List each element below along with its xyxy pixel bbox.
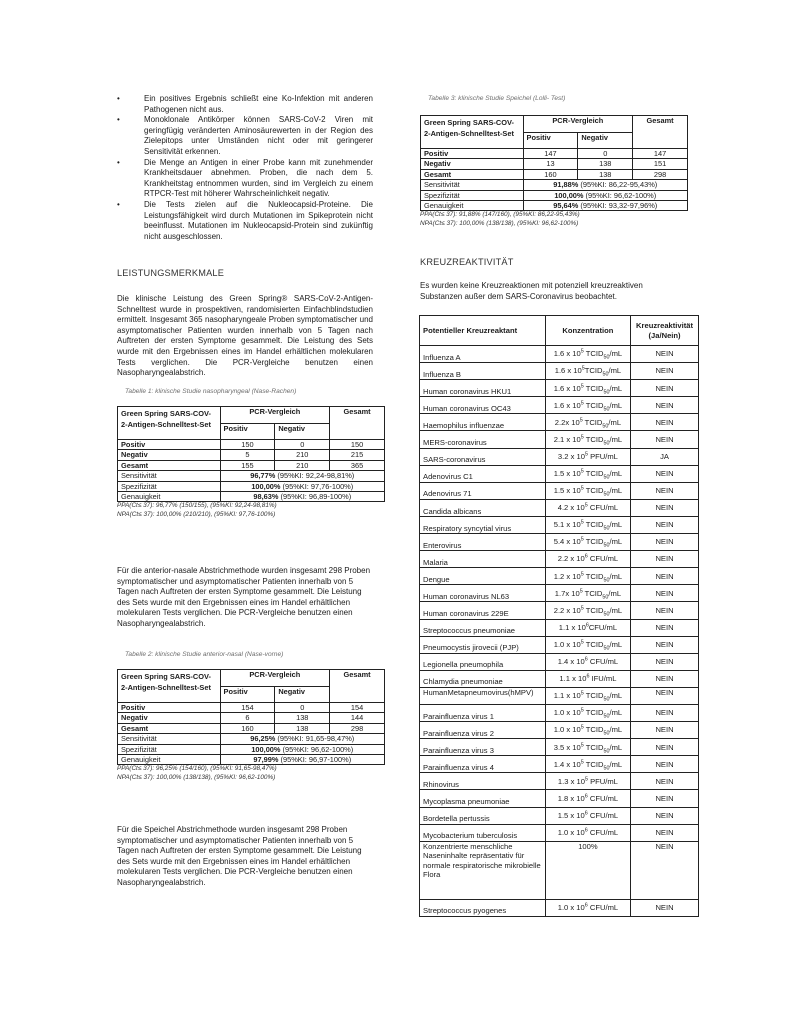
npa-note: NPA(Ct≤ 37): 100,00% (138/138), (95%KI: 96,62-100%): [117, 774, 276, 782]
gesamt-header: Gesamt: [330, 407, 385, 440]
reactivity-value: NEIN: [631, 841, 699, 899]
table-row: Sensitivität 91,88% (95%KI: 86,22-95,43%): [421, 180, 688, 190]
concentration-value: 5.1 x $10^5$ $TCID_{50}/mL$: [545, 516, 630, 533]
reactant-name: Dengue: [420, 568, 546, 585]
table-row: [420, 499, 699, 516]
negativ-header: Negativ: [275, 423, 330, 440]
table-row: Gesamt 155 210 365: [118, 460, 385, 470]
reactant-name: Rhinovirus: [420, 773, 546, 790]
concentration-value: 1.0 x $10^5$ $TCID_{50}/mL$: [545, 704, 630, 721]
concentration-value: 1.1 x $10^5$ $TCID_{50}/mL$: [545, 687, 630, 704]
reactivity-value: NEIN: [631, 704, 699, 721]
reactivity-value: NEIN: [631, 516, 699, 533]
table-row: [420, 722, 699, 739]
reactivity-value: NEIN: [631, 465, 699, 482]
intro-paragraph: Die klinische Leistung des Green Spring® SARS-CoV-2-Antigen-Schnelltest wurde in prospektiven, randomisierten Einfachblindstudien ermittelt. Insgesamt 365 nasopharyngeale Proben symptomatischer und asymptomatischer Patienten wurden innerhalb von 5 Tagen nach Auftreten der ersten Symptome gesammelt. Die Leistung des Sets wurde mit den Ergebnissen eines im Handel erhältlichen molekularen Tests verglichen. Die PCR-Vergleiche benutzen einen Nasopharyngealabstrich.: [117, 294, 373, 378]
table-row: [420, 534, 699, 551]
reactivity-value: NEIN: [631, 363, 699, 380]
concentration-value: 1.8 x $10^6$ CFU/mL: [545, 790, 630, 807]
table-header-row: [421, 116, 688, 133]
table-row: Negativ 13 138 151: [421, 159, 688, 169]
concentration-value: 1.6 x $10^5$ $TCID_{50}/mL$: [545, 397, 630, 414]
reactant-name: Malaria: [420, 551, 546, 568]
reactant-name: SARS-coronavirus: [420, 448, 546, 465]
limitations-list: [117, 94, 373, 242]
table-row: [420, 653, 699, 670]
table3-caption: Tabelle 3: klinische Studie Speichel (Lolli- Test): [428, 95, 566, 102]
table-row: [420, 346, 699, 363]
concentration-value: 1.4 x $10^5$ $TCID_{50}/mL$: [545, 756, 630, 773]
negativ-header: Negativ: [275, 686, 330, 703]
table-row: [420, 807, 699, 824]
table2: [117, 669, 385, 783]
table-row: [420, 739, 699, 756]
table-row: Genauigkeit 98,63% (95%KI: 96,89-100%): [118, 492, 385, 502]
table-row: Positiv 154 0 154: [118, 703, 385, 713]
reactant-name: Human coronavirus NL63: [420, 585, 546, 602]
table-row: Genauigkeit 95,64% (95%KI: 93,32-97,96%): [421, 201, 688, 211]
table-row: [420, 619, 699, 636]
reactant-name: Adenovirus 71: [420, 482, 546, 499]
reactant-name: Parainfluenza virus 3: [420, 739, 546, 756]
gesamt-header: Gesamt: [330, 670, 385, 703]
concentration-value: 1.3 x $10^5$ PFU/mL: [545, 773, 630, 790]
table-row: [420, 670, 699, 687]
table-row: Spezifizität 100,00% (95%KI: 96,62-100%): [421, 190, 688, 200]
concentration-value: 1.2 x $10^5$ $TCID_{50}/mL$: [545, 568, 630, 585]
col-header-reactivity: Kreuzreaktivität (Ja/Nein): [631, 316, 699, 346]
concentration-value: 2.2 x $10^6$ CFU/mL: [545, 551, 630, 568]
table-row: [420, 756, 699, 773]
concentration-value: 1.1 x $10^6$ IFU/mL: [545, 670, 630, 687]
reactivity-value: NEIN: [631, 773, 699, 790]
table-row: [420, 568, 699, 585]
negativ-header: Negativ: [578, 132, 633, 149]
table-row: [420, 704, 699, 721]
pcr-header: PCR-Vergleich: [220, 407, 330, 424]
table-row: [420, 448, 699, 465]
table-row: [420, 824, 699, 841]
reactivity-value: NEIN: [631, 602, 699, 619]
concentration-value: 2.1 x $10^5$ $TCID_{50}/mL$: [545, 431, 630, 448]
reactivity-value: NEIN: [631, 482, 699, 499]
reactivity-value: NEIN: [631, 899, 699, 916]
reactant-name: Streptococcus pneumoniae: [420, 619, 546, 636]
table-row: Genauigkeit 97,99% (95%KI: 96,97-100%): [118, 755, 385, 765]
reactant-name: Bordetella pertussis: [420, 807, 546, 824]
reactivity-value: NEIN: [631, 790, 699, 807]
reactant-name: Legionella pneumophila: [420, 653, 546, 670]
table-row: [420, 516, 699, 533]
section-title-kreuzreaktivitaet: KREUZREAKTIVITÄT: [420, 257, 514, 267]
concentration-value: 1.7x $10^5$ $TCID_{50}/mL$: [545, 585, 630, 602]
table-row: Sensitivität 96,77% (95%KI: 92,24-98,81%): [118, 471, 385, 481]
concentration-value: 1.0 x $10^5$ $TCID_{50}/mL$: [545, 722, 630, 739]
table-row: [420, 397, 699, 414]
table-row: [420, 636, 699, 653]
cross-reactivity-table: [419, 315, 699, 917]
concentration-value: 1.5 x $10^6$ CFU/mL: [545, 807, 630, 824]
reactivity-value: JA: [631, 448, 699, 465]
reactivity-value: NEIN: [631, 551, 699, 568]
table-row: [420, 465, 699, 482]
list-item: • Die Tests zielen auf die Nukleocapsid-Proteine. Die Leistungsfähigkeit wird durch Mutationen im Spikeprotein nicht beeinflusst. Mutationen im Nukleocapsid-Protein sind zukünftig nicht ausgeschlossen.: [117, 199, 373, 241]
reactivity-value: NEIN: [631, 568, 699, 585]
concentration-value: 3.5 x $10^5$ $TCID_{50}/mL$: [545, 739, 630, 756]
table-row: [420, 790, 699, 807]
reactant-name: Konzentrierte menschliche Naseninhalte repräsentativ für normale respiratorische mikrobielle Flora: [420, 841, 546, 899]
concentration-value: 100%: [545, 841, 630, 899]
concentration-value: 2.2 x $10^5$ $TCID_{50}/mL$: [545, 602, 630, 619]
table-row: [420, 551, 699, 568]
saliva-paragraph: Für die Speichel Abstrichmethode wurden insgesamt 298 Proben symptomatischer und asymptomatischer Patienten innerhalb von 5 Tagen nach Auftreten der ersten Symptome gesammelt. Die Leistung des Sets wurde mit den Ergebnissen eines im Handel erhältlichen molekularen Tests verglichen. Die PCR-Vergleiche benutzen einen Nasopharyngealabstrich.: [117, 825, 362, 887]
table-row: Spezifizität 100,00% (95%KI: 97,76-100%): [118, 481, 385, 491]
reactant-name: MERS-coronavirus: [420, 431, 546, 448]
table1: [117, 406, 385, 520]
set-header: Green Spring SARS-COV-2-Antigen-Schnelltest-Set: [118, 407, 221, 440]
concentration-value: 3.2 x $10^5$ PFU/mL: [545, 448, 630, 465]
reactivity-value: NEIN: [631, 739, 699, 756]
reactant-name: Human coronavirus 229E: [420, 602, 546, 619]
col-header-reactant: Potentieller Kreuzreaktant: [420, 316, 546, 346]
reactivity-value: NEIN: [631, 807, 699, 824]
npa-note: NPA(Ct≤ 37): 100,00% (210/210), (95%KI: 97,76-100%): [117, 511, 276, 519]
reactant-name: Parainfluenza virus 1: [420, 704, 546, 721]
reactant-name: Haemophilus influenzae: [420, 414, 546, 431]
reactant-name: Candida albicans: [420, 499, 546, 516]
positiv-header: Positiv: [220, 423, 275, 440]
positiv-header: Positiv: [523, 132, 578, 149]
table-header-row: [118, 407, 385, 424]
table-row: Negativ 5 210 215: [118, 450, 385, 460]
reactant-name: Adenovirus C1: [420, 465, 546, 482]
concentration-value: 1.6 x $10^5$ $TCID_{50}/mL$: [545, 380, 630, 397]
reactant-name: Mycoplasma pneumoniae: [420, 790, 546, 807]
reactivity-value: NEIN: [631, 397, 699, 414]
reactant-name: Human coronavirus HKU1: [420, 380, 546, 397]
reactivity-value: NEIN: [631, 636, 699, 653]
concentration-value: 1.5 x $10^5$ $TCID_{50}/mL$: [545, 482, 630, 499]
reactivity-value: NEIN: [631, 534, 699, 551]
section-title-leistungsmerkmale: LEISTUNGSMERKMALE: [117, 268, 225, 278]
reactivity-value: NEIN: [631, 499, 699, 516]
reactant-name: Respiratory syncytial virus: [420, 516, 546, 533]
concentration-value: 1.0 x $10^6$ CFU/mL: [545, 824, 630, 841]
npa-note: NPA(Ct≤ 37): 100,00% (138/138), (95%KI: 96,62-100%): [420, 220, 579, 228]
set-header: Green Spring SARS-COV-2-Antigen-Schnelltest-Set: [421, 116, 524, 149]
reactant-name: Chlamydia pneumoniae: [420, 670, 546, 687]
reactant-name: Parainfluenza virus 4: [420, 756, 546, 773]
positiv-header: Positiv: [220, 686, 275, 703]
table-row: Positiv 147 0 147: [421, 149, 688, 159]
list-item: • Die Menge an Antigen in einer Probe kann mit zunehmender Krankheitsdauer abnehmen. Proben, die nach dem 5. Krankheitstag entnommen wurden, sind im Vergleich zu einem RTPCR-Test mit höherer Wahrscheinlichkeit negativ.: [117, 157, 373, 199]
table-row: Positiv 150 0 150: [118, 440, 385, 450]
reactivity-value: NEIN: [631, 346, 699, 363]
reactivity-value: NEIN: [631, 414, 699, 431]
table-row: [420, 431, 699, 448]
table-row: [420, 363, 699, 380]
anterior-nasal-paragraph: Für die anterior-nasale Abstrichmethode wurden insgesamt 298 Proben symptomatischer und asymptomatischer Patienten innerhalb von 5 Tagen nach Auftreten der ersten Symptome gesammelt. Die Leistung des Sets wurde mit den Ergebnissen eines im Handel erhältlichen molekularen Tests verglichen. Die PCR-Vergleiche benutzen einen Nasopharyngealabstrich.: [117, 566, 371, 628]
reactant-name: Human coronavirus OC43: [420, 397, 546, 414]
reactivity-value: NEIN: [631, 687, 699, 704]
col-header-concentration: Konzentration: [545, 316, 630, 346]
table-header-row: [118, 670, 385, 687]
list-item: • Ein positives Ergebnis schließt eine Ko-Infektion mit anderen Pathogenen nicht aus.: [117, 94, 373, 114]
concentration-value: 2.2x $10^5$ $TCID_{50}/mL$: [545, 414, 630, 431]
table-row: Negativ 6 138 144: [118, 713, 385, 723]
table-row: [420, 899, 699, 916]
concentration-value: 1.5 x $10^5$ $TCID_{50}/mL$: [545, 465, 630, 482]
pcr-header: PCR-Vergleich: [220, 670, 330, 687]
table-row: Sensitivität 96,25% (95%KI: 91,65-98,47%): [118, 734, 385, 744]
reactant-name: Streptococcus pyogenes: [420, 899, 546, 916]
ppa-note: PPA(Ct≤ 37): 91,88% (147/160), (95%KI: 86,22-95,43%): [420, 211, 580, 219]
table-row: [420, 414, 699, 431]
table-row: [420, 585, 699, 602]
concentration-value: 1.1 x $10^6CFU/mL$: [545, 619, 630, 636]
list-item: • Monoklonale Antikörper können SARS-CoV-2 Viren mit geringfügig veränderten Aminosäurewerten in der Region des Zielepitops unter Umständen nicht oder mit geringerer Sensitivität erkennen.: [117, 115, 373, 156]
reactant-name: Influenza A: [420, 346, 546, 363]
left-column: [117, 94, 373, 242]
reactivity-value: NEIN: [631, 722, 699, 739]
table-row: [420, 380, 699, 397]
reactant-name: Parainfluenza virus 2: [420, 722, 546, 739]
table-row: [420, 482, 699, 499]
reactivity-value: NEIN: [631, 431, 699, 448]
table3: [420, 115, 688, 229]
concentration-value: 1.6 x $10^5$ $TCID_{50}/mL$: [545, 346, 630, 363]
reactant-name: Enterovirus: [420, 534, 546, 551]
concentration-value: 1.0 x $10^6$ CFU/mL: [545, 899, 630, 916]
gesamt-header: Gesamt: [633, 116, 688, 149]
reactant-name: Mycobacterium tuberculosis: [420, 824, 546, 841]
reactivity-value: NEIN: [631, 670, 699, 687]
cross-intro: Es wurden keine Kreuzreaktionen mit potenziell kreuzreaktiven Substanzen außer dem SARS-Coronavirus beobachtet.: [420, 281, 643, 301]
pcr-header: PCR-Vergleich: [523, 116, 633, 133]
table-row: Gesamt 160 138 298: [421, 169, 688, 179]
table-row: [420, 687, 699, 704]
concentration-value: 1.4 x $10^6$ CFU/mL: [545, 653, 630, 670]
table-row: [420, 602, 699, 619]
table-row: [420, 841, 699, 899]
reactivity-value: NEIN: [631, 380, 699, 397]
reactivity-value: NEIN: [631, 824, 699, 841]
reactivity-value: NEIN: [631, 619, 699, 636]
table-row: [420, 773, 699, 790]
table-row: Spezifizität 100,00% (95%KI: 96,62-100%): [118, 744, 385, 754]
reactant-name: Pneumocystis jirovecii (PJP): [420, 636, 546, 653]
reactivity-value: NEIN: [631, 653, 699, 670]
concentration-value: 4.2 x $10^5$ CFU/mL: [545, 499, 630, 516]
table1-caption: Tabelle 1: klinische Studie nasopharyngeal (Nase-Rachen): [125, 388, 297, 395]
reactant-name: HumanMetapneumovirus(hMPV): [420, 687, 546, 704]
table-row: Gesamt 160 138 298: [118, 723, 385, 733]
ppa-note: PPA(Ct≤ 37): 96,25% (154/160), (95%KI: 91,65-98,47%): [117, 765, 277, 773]
table2-caption: Tabelle 2: klinische Studie anterior-nasal (Nase-vorne): [125, 651, 284, 658]
concentration-value: 1.6 x $10^5TCID_{50}/mL$: [545, 363, 630, 380]
reactivity-value: NEIN: [631, 585, 699, 602]
concentration-value: 5.4 x $10^5$ $TCID_{50}/mL$: [545, 534, 630, 551]
concentration-value: 1.0 x $10^5$ $TCID_{50}/mL$: [545, 636, 630, 653]
ppa-note: PPA(Ct≤ 37): 96,77% (150/155), (95%KI: 92,24-98,81%): [117, 502, 277, 510]
table-header-row: [420, 316, 699, 346]
reactant-name: Influenza B: [420, 363, 546, 380]
reactivity-value: NEIN: [631, 756, 699, 773]
set-header: Green Spring SARS-COV-2-Antigen-Schnelltest-Set: [118, 670, 221, 703]
